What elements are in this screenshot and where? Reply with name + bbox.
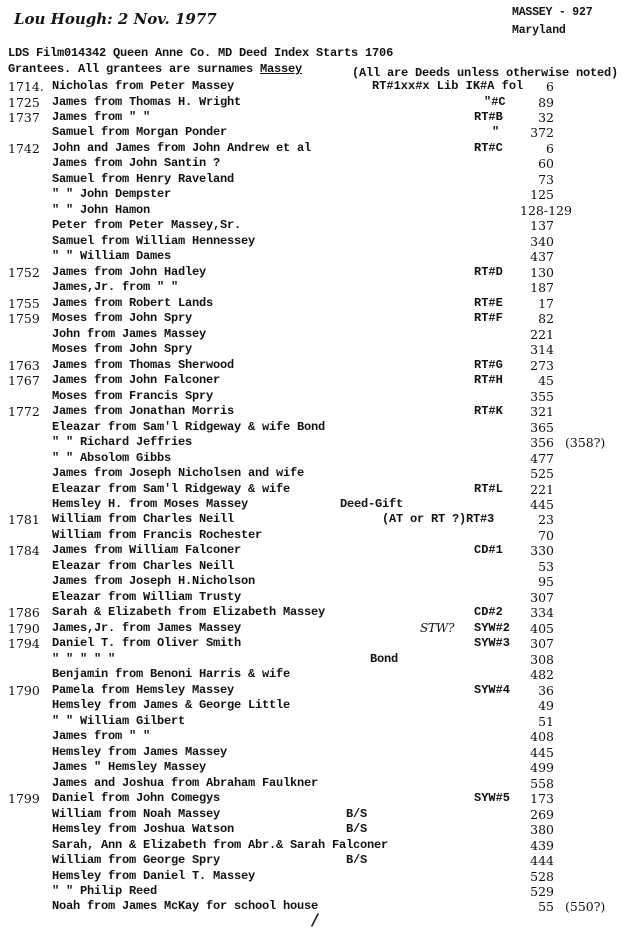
table-row (0, 404, 640, 419)
deed-book: RT#E (474, 295, 503, 310)
intro-line (8, 62, 302, 76)
table-row (0, 218, 640, 233)
grantee-entry: James,Jr. from " " (52, 280, 179, 295)
folio-page: 36 (538, 682, 554, 698)
table-row (0, 884, 640, 899)
folio-page: 125 (530, 187, 554, 203)
table-row (0, 559, 640, 574)
folio-page: 314 (530, 342, 554, 358)
folio-page: 445 (530, 497, 554, 512)
folio-page: 130 (530, 264, 554, 280)
grantee-entry: James from " " (52, 729, 151, 744)
table-row (0, 714, 640, 729)
grantee-entry: William from Noah Massey (52, 806, 221, 821)
deed-year: 1790 (8, 682, 40, 698)
deed-book: RT#L (474, 481, 503, 496)
folio-page: 356 (530, 435, 554, 450)
table-row (0, 807, 640, 822)
grantee-entry: Moses from Francis Spry (52, 388, 214, 403)
entry-remark: Deed-Gift (340, 497, 404, 511)
table-row (0, 853, 640, 868)
grantee-entry: " " Absolom Gibbs (52, 450, 172, 465)
folio-page: 482 (530, 667, 554, 683)
footer-mark: / (312, 910, 318, 929)
deed-book: RT#D (474, 264, 503, 279)
table-row (0, 265, 640, 280)
deed-year: 1763 (8, 357, 40, 373)
folio-page: 49 (538, 698, 554, 714)
table-row (0, 822, 640, 837)
grantee-entry: Peter from Peter Massey,Sr. (52, 218, 242, 233)
grantee-entry: Noah from James McKay for school house (52, 899, 319, 914)
deed-year: 1784 (8, 543, 40, 559)
grantee-entry: Samuel from William Hennessey (52, 233, 256, 248)
table-row (0, 791, 640, 806)
grantee-entry: Moses from John Spry (52, 342, 193, 357)
deed-book: " (492, 125, 500, 140)
grantee-entry: Daniel T. from Oliver Smith (52, 636, 242, 651)
folio-page: 445 (530, 744, 554, 760)
table-row (0, 497, 640, 512)
deed-book: "#C (484, 94, 506, 109)
table-row (0, 156, 640, 171)
deed-year: 1752 (8, 264, 40, 280)
table-row (0, 296, 640, 311)
deed-book: SYW#3 (474, 636, 511, 651)
folio-page: 273 (530, 357, 554, 373)
grantee-entry: Sarah & Elizabeth from Elizabeth Massey (52, 605, 326, 620)
grantee-entry: James from Robert Lands (52, 295, 214, 310)
deed-year: 1767 (8, 373, 40, 389)
grantee-entry: James " Hemsley Massey (52, 760, 207, 775)
grantee-entry: James from John Santin ? (52, 156, 221, 171)
entry-remark: B/S (346, 853, 368, 867)
table-row (0, 342, 640, 357)
table-row (0, 95, 640, 110)
grantee-entry: Eleazar from Charles Neill (52, 558, 235, 573)
table-row (0, 203, 640, 218)
deed-year: 1786 (8, 605, 40, 621)
grantee-entry: James from John Hadley (52, 264, 207, 279)
folio-page: 55 (538, 899, 554, 915)
folio-page: 365 (530, 419, 554, 435)
grantee-entry: Eleazar from William Trusty (52, 589, 242, 604)
table-row (0, 435, 640, 450)
entry-remark: B/S (346, 822, 368, 836)
table-row (0, 776, 640, 791)
deed-book: RT#H (474, 373, 503, 388)
deed-book: RT#C (474, 140, 503, 155)
folio-page: 355 (530, 388, 554, 404)
folio-page: 23 (538, 512, 554, 528)
intro-prefix: Grantees. All grantees are surnames (8, 62, 261, 76)
document-title: LDS Film014342 Queen Anne Co. MD Deed Index Starts 1706 (8, 46, 394, 60)
deed-book: RT#K (474, 404, 503, 419)
folio-page: 437 (530, 249, 554, 265)
deed-book: RT#1xx#x Lib IK#A fol (372, 79, 524, 93)
folio-page: 45 (538, 373, 554, 389)
table-row (0, 327, 640, 342)
deed-book: SYW#5 (474, 791, 511, 806)
folio-page: 380 (530, 822, 554, 837)
page-note: (358?) (565, 435, 606, 450)
folio-page: 89 (538, 94, 554, 110)
grantee-entry: Hemsley from Joshua Watson (52, 822, 235, 836)
grantee-entry: Samuel from Henry Raveland (52, 171, 235, 186)
grantee-entry: James from " " (52, 110, 151, 124)
deed-year: 1737 (8, 110, 40, 125)
folio-page: 187 (530, 280, 554, 296)
deed-book: CD#1 (474, 543, 503, 558)
folio-page: 477 (530, 450, 554, 466)
folio-page: 32 (538, 110, 554, 125)
deed-year: 1759 (8, 311, 40, 327)
entry-remark: (AT or RT ?)RT#3 (382, 512, 495, 527)
table-row (0, 512, 640, 527)
folio-page: 6 (546, 79, 554, 94)
deed-year: 1799 (8, 791, 40, 807)
table-row (0, 838, 640, 853)
handwritten-researcher-note: Lou Hough: 2 Nov. 1977 (14, 10, 217, 28)
deed-book: SYW#4 (474, 682, 511, 697)
table-row (0, 590, 640, 605)
deed-year: 1781 (8, 512, 40, 528)
deed-year: 1794 (8, 636, 40, 652)
table-row (0, 141, 640, 156)
grantee-entry: James from Joseph Nicholsen and wife (52, 466, 305, 480)
grantee-entry: James from Joseph H.Nicholson (52, 574, 256, 589)
grantee-entry: James,Jr. from James Massey (52, 620, 242, 635)
grantee-entry: James from Thomas H. Wright (52, 94, 242, 109)
grantee-entry: Benjamin from Benoni Harris & wife (52, 667, 291, 682)
entry-remark: Bond (370, 651, 399, 666)
folio-page: 73 (538, 171, 554, 187)
grantee-entry: Hemsley from James Massey (52, 744, 228, 759)
folio-page: 221 (530, 326, 554, 342)
folio-page: 70 (538, 527, 554, 543)
grantee-entry: Nicholas from Peter Massey (52, 79, 235, 93)
grantee-entry: Sarah, Ann & Elizabeth from Abr.& Sarah Falconer (52, 837, 389, 852)
grantee-entry: Pamela from Hemsley Massey (52, 682, 235, 697)
table-row (0, 683, 640, 698)
deed-book: SYW#2 (474, 620, 511, 635)
grantee-entry: James and Joshua from Abraham Faulkner (52, 775, 319, 790)
grantee-entry: James from Thomas Sherwood (52, 357, 235, 372)
entry-remark: B/S (346, 806, 368, 821)
folio-page: 528 (530, 868, 554, 884)
grantee-entry: William from Francis Rochester (52, 527, 263, 542)
deed-year: 1772 (8, 404, 40, 420)
folio-page: 17 (538, 295, 554, 311)
table-row (0, 79, 640, 94)
folio-page: 525 (530, 466, 554, 481)
table-row (0, 698, 640, 713)
table-row (0, 373, 640, 388)
table-row (0, 280, 640, 295)
table-row (0, 869, 640, 884)
folio-page: 321 (530, 404, 554, 420)
folio-page: 308 (530, 651, 554, 667)
table-row (0, 172, 640, 187)
folio-page: 6 (546, 140, 554, 156)
grantee-entry: John and James from John Andrew et al (52, 140, 312, 155)
folio-page: 439 (530, 837, 554, 853)
deed-year: 1742 (8, 140, 40, 156)
grantee-entry: James from Jonathan Morris (52, 404, 235, 419)
deed-book: RT#F (474, 311, 503, 326)
folio-page: 405 (530, 620, 554, 636)
deed-book: RT#G (474, 357, 503, 372)
folio-page: 137 (530, 218, 554, 234)
folio-page: 307 (530, 589, 554, 605)
grantee-entry: Hemsley from James & George Little (52, 698, 291, 713)
deed-year: 1725 (8, 94, 40, 110)
table-row (0, 110, 640, 125)
grantee-entry: Eleazar from Sam'l Ridgeway & wife (52, 481, 291, 496)
grantee-entry: Hemsley from Daniel T. Massey (52, 868, 256, 883)
table-row (0, 420, 640, 435)
folio-page: 499 (530, 760, 554, 776)
table-row (0, 621, 640, 636)
folio-page: 334 (530, 605, 554, 621)
surname-number: MASSEY - 927 (512, 6, 593, 19)
deed-year: 1714. (8, 79, 44, 94)
grantee-entry: John from James Massey (52, 326, 207, 341)
grantee-entry: " " John Dempster (52, 187, 172, 202)
folio-page: 51 (538, 713, 554, 729)
grantee-entry: " " Richard Jeffries (52, 435, 193, 449)
folio-page: 529 (530, 884, 554, 899)
table-row (0, 652, 640, 667)
grantee-entry: William from George Spry (52, 853, 221, 867)
folio-page: 307 (530, 636, 554, 652)
folio-page: 372 (530, 125, 554, 141)
grantee-entry: James from William Falconer (52, 543, 242, 558)
folio-page: 444 (530, 853, 554, 868)
table-row (0, 187, 640, 202)
intro-surname: Massey (260, 62, 303, 76)
table-row (0, 311, 640, 326)
deed-year: 1790 (8, 620, 40, 636)
grantee-entry: William from Charles Neill (52, 512, 235, 527)
deed-book: RT#B (474, 110, 503, 124)
folio-page: 408 (530, 729, 554, 745)
grantee-entry: " " William Dames (52, 249, 172, 264)
folio-page: 340 (530, 233, 554, 249)
table-row (0, 358, 640, 373)
grantee-entry: Hemsley H. from Moses Massey (52, 497, 249, 511)
page-note: (550?) (565, 899, 606, 915)
table-row (0, 574, 640, 589)
grantee-entry: Eleazar from Sam'l Ridgeway & wife Bond (52, 419, 326, 434)
folio-page: 60 (538, 156, 554, 172)
table-row (0, 482, 640, 497)
table-row (0, 543, 640, 558)
folio-page: 558 (530, 775, 554, 791)
folio-page: 128-129 (520, 202, 572, 218)
table-row (0, 125, 640, 140)
table-row (0, 899, 640, 914)
table-row (0, 729, 640, 744)
grantee-entry: " " John Hamon (52, 202, 151, 217)
deed-book: CD#2 (474, 605, 503, 620)
table-row (0, 605, 640, 620)
folio-page: 82 (538, 311, 554, 327)
grantee-entry: " " " " " (52, 651, 116, 666)
table-row (0, 636, 640, 651)
grantee-entry: James from John Falconer (52, 373, 221, 388)
entry-remark: STW? (420, 620, 455, 635)
folio-page: 221 (530, 481, 554, 497)
table-row (0, 249, 640, 264)
table-row (0, 528, 640, 543)
grantee-entry: " " William Gilbert (52, 713, 186, 728)
folio-page: 269 (530, 806, 554, 822)
grantee-entry: Samuel from Morgan Ponder (52, 125, 228, 140)
folio-page: 53 (538, 558, 554, 574)
grantee-entry: " " Philip Reed (52, 884, 158, 898)
folio-page: 173 (530, 791, 554, 807)
table-row (0, 760, 640, 775)
folio-page: 330 (530, 543, 554, 559)
grantee-entry: Daniel from John Comegys (52, 791, 221, 806)
table-row (0, 466, 640, 481)
table-row (0, 745, 640, 760)
table-row (0, 389, 640, 404)
folio-page: 95 (538, 574, 554, 590)
deed-year: 1755 (8, 295, 40, 311)
grantee-entry: Moses from John Spry (52, 311, 193, 326)
table-row (0, 451, 640, 466)
state-label: Maryland (512, 24, 566, 37)
table-row (0, 234, 640, 249)
intro-note: (All are Deeds unless otherwise noted) (352, 66, 619, 80)
table-row (0, 667, 640, 682)
